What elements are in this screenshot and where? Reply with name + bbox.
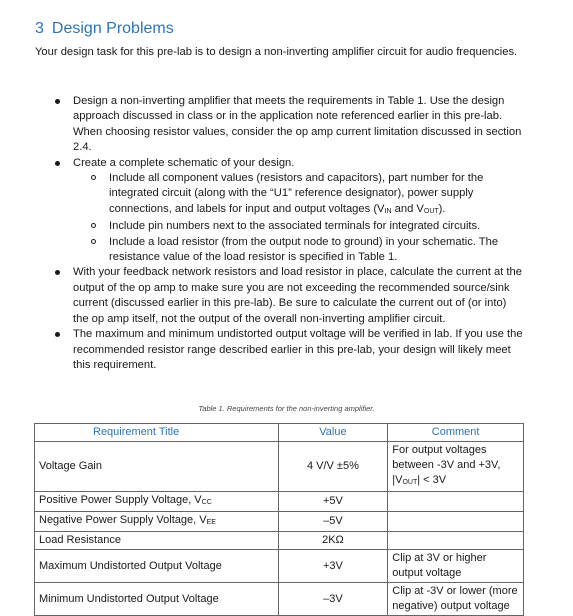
list-item <box>55 327 525 373</box>
table-row <box>35 550 524 583</box>
requirement-cell: Load Resistance <box>35 532 279 550</box>
sub-list-item <box>73 235 525 266</box>
requirement-cell: Maximum Undistorted Output Voltage <box>35 550 279 583</box>
list-item-text: Create a complete schematic of your design. <box>73 156 295 169</box>
table-row <box>35 512 524 532</box>
comment-cell: For output voltages between -3V and +3V, $|V_{OUT}| < 3V$ <box>388 442 524 492</box>
hollow-bullet-icon <box>91 239 96 244</box>
column-header-value: Value <box>278 424 388 442</box>
requirement-cell: Negative Power Supply Voltage, $V_{EE}$ <box>35 512 279 532</box>
bullet-icon <box>55 332 60 337</box>
section-heading <box>35 19 174 39</box>
sub-list-item <box>73 171 525 219</box>
list-item-text: With your feedback network resistors and load resistor in place, calculate the current at the output of the op amp to make sure you are not exceeding the recommended source/sink current (discussed earlier in this pre-lab). Be sure to calculate the current out of (or into) the op amp itself, not the output of the overall non-inverting amplifier circuit. <box>73 266 522 325</box>
value-cell: 2KΩ <box>278 532 388 550</box>
list-item <box>55 156 525 266</box>
bullet-icon <box>55 99 60 104</box>
value-cell: +3V <box>278 550 388 583</box>
value-cell: –3V <box>278 583 388 616</box>
list-item-text: Design a non-inverting amplifier that meets the requirements in Table 1. Use the design approach discussed in class or in the application note referenced earlier in this pre-lab. When choosing resistor values, consider the op amp current limitation discussed in section 2.4. <box>73 95 522 154</box>
bullet-icon <box>55 161 60 166</box>
intro-paragraph: Your design task for this pre-lab is to design a non-inverting amplifier circuit for audio frequencies. <box>35 46 518 58</box>
column-header-comment: Comment <box>388 424 524 442</box>
table-header-row <box>35 424 524 442</box>
sub-list-item <box>73 219 525 234</box>
comment-cell <box>388 492 524 512</box>
value-cell: +5V <box>278 492 388 512</box>
list-item-text: The maximum and minimum undistorted output voltage will be verified in lab. If you use the recommended resistor range described earlier in this pre-lab, your design will likely meet this requirement. <box>73 328 523 371</box>
section-title: Design Problems <box>51 20 174 37</box>
sub-item-text: Include all component values (resistors and capacitors), part number for the integrated circuit (along with the “U1” reference designator), power supply connections, and labels for input and output voltages ($V_{IN}$ and $V_{OUT}$). <box>109 172 484 215</box>
list-item <box>55 265 525 327</box>
bullet-icon <box>55 270 60 275</box>
table-row <box>35 492 524 512</box>
value-cell: 4 V/V ±5% <box>278 442 388 492</box>
sub-list <box>73 171 525 265</box>
comment-cell: Clip at 3V or higher output voltage <box>388 550 524 583</box>
requirement-cell: Minimum Undistorted Output Voltage <box>35 583 279 616</box>
sub-item-text: Include pin numbers next to the associated terminals for integrated circuits. <box>109 220 481 233</box>
table-row <box>35 532 524 550</box>
list-item <box>55 94 525 156</box>
requirements-table <box>34 423 524 616</box>
value-cell: –5V <box>278 512 388 532</box>
comment-cell <box>388 532 524 550</box>
requirement-cell: Positive Power Supply Voltage, $V_{CC}$ <box>35 492 279 512</box>
hollow-bullet-icon <box>91 223 96 228</box>
table-row <box>35 442 524 492</box>
table-caption: Table 1. Requirements for the non-inverting amplifier. <box>198 404 375 413</box>
hollow-bullet-icon <box>91 175 96 180</box>
comment-cell <box>388 512 524 532</box>
requirement-cell: Voltage Gain <box>35 442 279 492</box>
comment-cell: Clip at -3V or lower (more negative) output voltage <box>388 583 524 616</box>
table-row <box>35 583 524 616</box>
task-list <box>55 94 525 373</box>
section-number: 3 <box>35 20 44 37</box>
sub-item-text: Include a load resistor (from the output node to ground) in your schematic. The resistance value of the load resistor is specified in Table 1. <box>109 235 499 264</box>
column-header-requirement: Requirement Title <box>35 424 279 442</box>
